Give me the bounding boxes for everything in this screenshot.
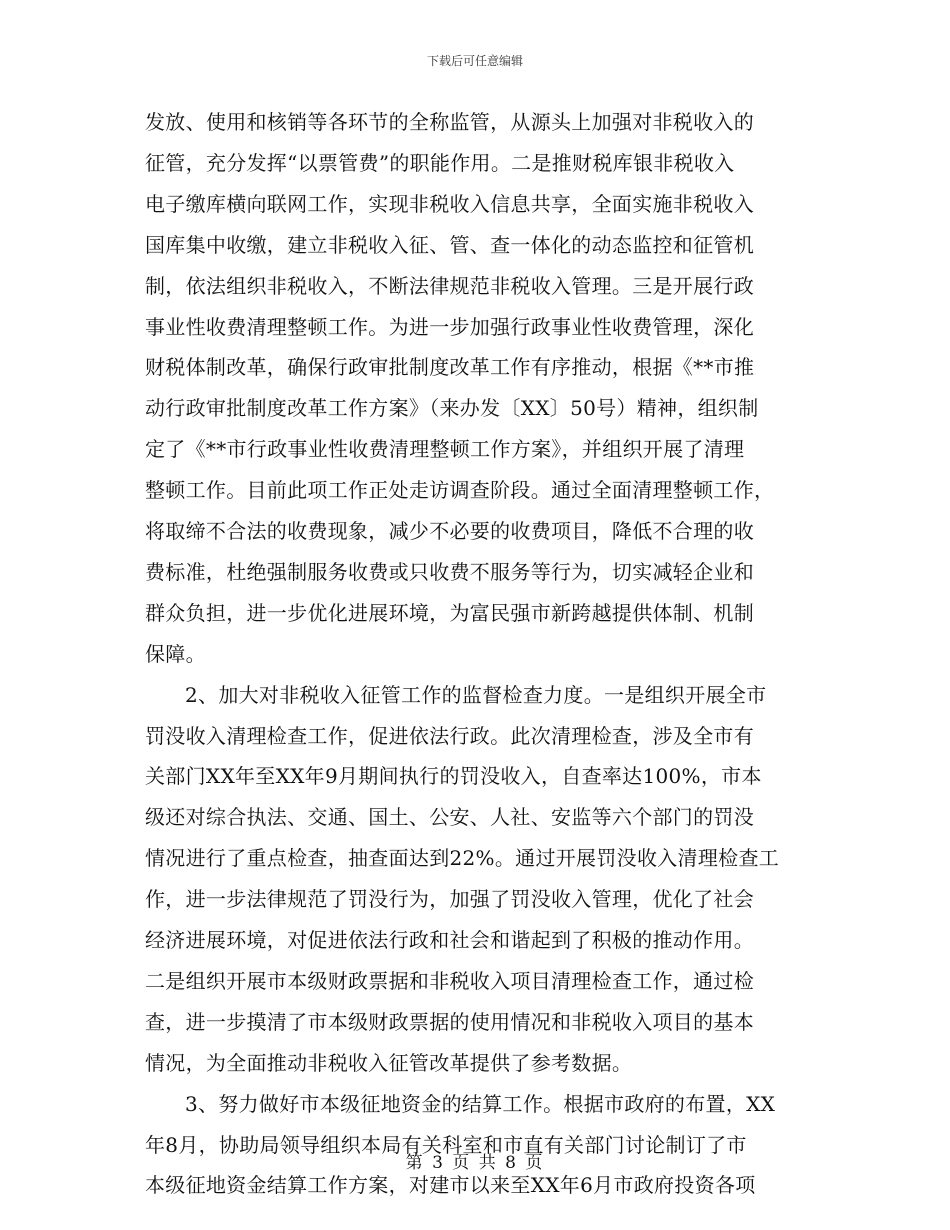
page-header: 下载后可任意编辑: [426, 54, 523, 68]
paragraph-line: 征管，充分发挥“以票管费”的职能作用。二是推财税库银非税收入: [145, 150, 735, 175]
paragraph-line: 关部门XX年至XX年9月期间执行的罚没收入，自查率达100%，市本: [145, 764, 762, 789]
paragraph-line: 查，进一步摸清了市本级财政票据的使用情况和非税收入项目的基本: [145, 1009, 754, 1034]
paragraph-line: 作，进一步法律规范了罚没行为，加强了罚没收入管理，优化了社会: [145, 887, 754, 912]
paragraph-line: 事业性收费清理整顿工作。为进一步加强行政事业性收费管理，深化: [145, 314, 754, 339]
paragraph-line: 本级征地资金结算工作方案，对建市以来至XX年6月市政府投资各项: [145, 1173, 756, 1198]
page-footer: 第 3 页 共 8 页: [405, 1153, 545, 1173]
paragraph-line: 二是组织开展市本级财政票据和非税收入项目清理检查工作，通过检: [145, 968, 754, 993]
paragraph-line: 国库集中收缴，建立非税收入征、管、查一体化的动态监控和征管机: [145, 232, 754, 257]
paragraph-line: 情况，为全面推动非税收入征管改革提供了参考数据。: [145, 1050, 633, 1075]
paragraph-line: 费标准，杜绝强制服务收费或只收费不服务等行为，切实减轻企业和: [145, 559, 754, 584]
paragraph-line: 财税体制改革，确保行政审批制度改革工作有序推动，根据《**市推: [145, 355, 755, 380]
paragraph-line: 情况进行了重点检查，抽查面达到22%。通过开展罚没收入清理检查工: [145, 846, 780, 871]
paragraph-line: 将取缔不合法的收费现象，减少不必要的收费项目，降低不合理的收: [145, 519, 754, 543]
paragraph-line: 2、加大对非税收入征管工作的监督检查力度。一是组织开展全市: [185, 682, 767, 707]
paragraph-line: 经济进展环境，对促进依法行政和社会和谐起到了积极的推动作用。: [145, 928, 754, 952]
paragraph-line: 动行政审批制度改革工作方案》（来办发〔XX〕50号）精神，组织制: [145, 396, 759, 421]
paragraph-line: 定了《**市行政事业性收费清理整顿工作方案》，并组织开展了清理: [145, 437, 745, 462]
paragraph-line: 级还对综合执法、交通、国土、公安、人社、安监等六个部门的罚没: [145, 805, 754, 830]
paragraph-line: 年8月，协助局领导组织本局有关科室和市直有关部门讨论制订了市: [145, 1132, 747, 1157]
paragraph-line: 制，依法组织非税收入，不断法律规范非税收入管理。三是开展行政: [145, 273, 754, 298]
paragraph-line: 罚没收入清理检查工作，促进依法行政。此次清理检查，涉及全市有: [145, 723, 754, 748]
paragraph-line: 保障。: [145, 641, 206, 666]
paragraph-line: 群众负担，进一步优化进展环境，为富民强市新跨越提供体制、机制: [145, 600, 754, 625]
paragraph-line: 整顿工作。目前此项工作正处走访调查阶段。通过全面清理整顿工作，: [145, 478, 775, 503]
paragraph-line: 发放、使用和核销等各环节的全称监管，从源头上加强对非税收入的: [145, 110, 754, 134]
paragraph-line: 3、努力做好市本级征地资金的结算工作。根据市政府的布置，XX: [185, 1091, 776, 1116]
paragraph-line: 电子缴库横向联网工作，实现非税收入信息共享，全面实施非税收入: [145, 191, 754, 216]
